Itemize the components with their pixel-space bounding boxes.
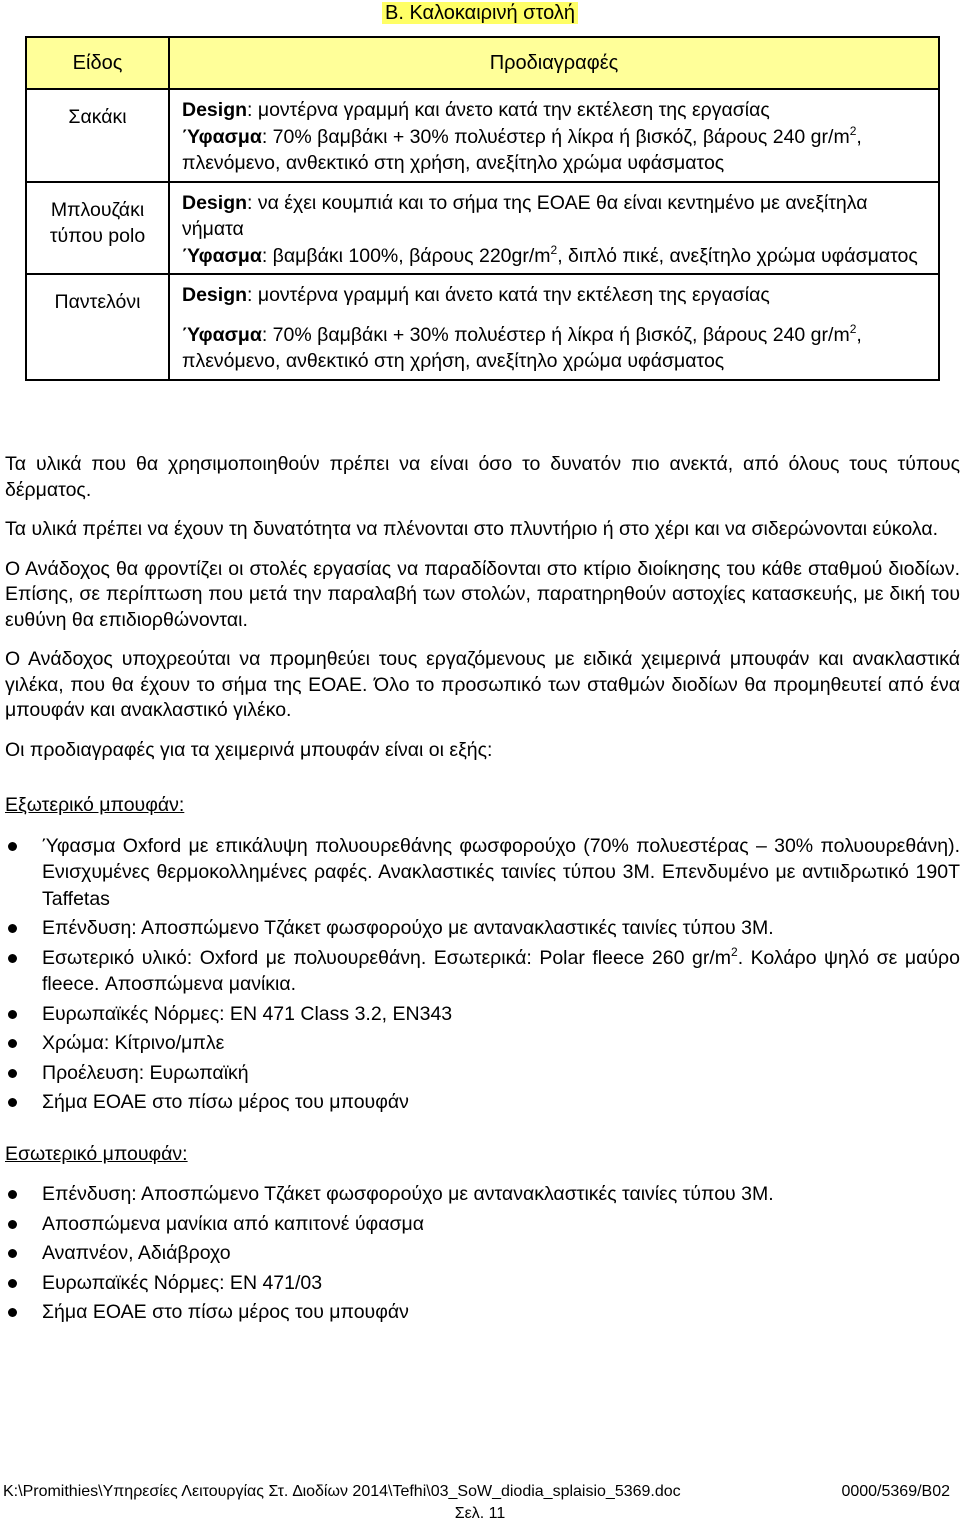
item-name: Παντελόνι	[26, 274, 169, 380]
outer-jacket-heading: Εξωτερικό μπουφάν:	[5, 794, 185, 816]
list-item: Σήμα ΕΟΑΕ στο πίσω μέρος του μπουφάν	[5, 1299, 960, 1326]
column-header-item: Είδος	[26, 37, 169, 89]
inner-jacket-list	[5, 1181, 960, 1326]
fabric-spec: Ύφασμα: βαμβάκι 100%, βάρους $220gr/m^2$, διπλό πικέ, ανεξίτηλο χρώμα υφάσματος	[182, 242, 918, 267]
list-item: Χρώμα: Κίτρινο/μπλε	[5, 1030, 960, 1057]
column-header-specs: Προδιαγραφές	[169, 37, 939, 89]
list-item: Αποσπώμενα μανίκια από καπιτονέ ύφασμα	[5, 1211, 960, 1238]
spec-cell	[169, 89, 939, 182]
paragraph: Οι προδιαγραφές για τα χειμερινά μπουφάν είναι οι εξής:	[5, 738, 493, 761]
table-row	[26, 89, 939, 182]
list-item: Σήμα ΕΟΑΕ στο πίσω μέρος του μπουφάν	[5, 1089, 960, 1116]
design-spec: Design: μοντέρνα γραμμή και άνετο κατά την εκτέλεση της εργασίας	[182, 99, 770, 121]
paragraph: Τα υλικά πρέπει να έχουν τη δυνατότητα να πλένονται στο πλυντήριο ή στο χέρι και να σιδερώνονται εύκολα.	[5, 518, 939, 540]
table-row	[26, 274, 939, 380]
page-number: Σελ. 11	[454, 1505, 506, 1522]
list-item: Επένδυση: Αποσπώμενο Τζάκετ φωσφορούχο με αντανακλαστικές ταινίες τύπου 3M.	[5, 915, 960, 942]
design-spec: Design: μοντέρνα γραμμή και άνετο κατά την εκτέλεση της εργασίας	[182, 284, 770, 306]
uniform-spec-table	[25, 36, 940, 381]
inner-jacket-heading: Εσωτερικό μπουφάν:	[5, 1142, 188, 1165]
list-item: Εσωτερικό υλικό: Oxford με πολυουρεθάνη. Εσωτερικά: Polar fleece 260 $gr/m^2$. Κολάρο ψηλό σε μαύρο fleece. Αποσπώμενα μανίκια.	[5, 945, 960, 998]
body-text	[5, 452, 960, 1352]
list-item: Ευρωπαϊκές Νόρμες: EN 471/03	[5, 1270, 960, 1297]
file-path: K:\Promithies\Υπηρεσίες Λειτουργίας Στ. ∆ιοδίων 2014\Tefhi\03_SoW_diodia_splaisio_5369.doc	[3, 1483, 681, 1500]
paragraph: Τα υλικά που θα χρησιμοποιηθούν πρέπει να είναι όσο το δυνατόν πιο ανεκτά, από όλους τους τύπους δέρματος.	[5, 453, 960, 501]
fabric-spec: Ύφασμα: 70% βαμβάκι + 30% πολυέστερ ή λίκρα ή βισκόζ, βάρους 240 $gr/m^2$, πλενόμενο, ανθεκτικό στη χρήση, ανεξίτηλο χρώμα υφάσματος	[182, 123, 862, 174]
document-code: 0000/5369/B02	[841, 1483, 950, 1500]
section-title-text: Β. Καλοκαιρινή στολή	[382, 2, 578, 24]
spec-cell	[169, 274, 939, 380]
page-footer	[0, 1483, 960, 1522]
item-name: Μπλουζάκι τύπου polo	[26, 182, 169, 275]
list-item: Επένδυση: Αποσπώμενο Τζάκετ φωσφορούχο με αντανακλαστικές ταινίες τύπου 3M.	[5, 1181, 960, 1208]
fabric-spec: Ύφασμα: 70% βαμβάκι + 30% πολυέστερ ή λίκρα ή βισκόζ, βάρους 240 $gr/m^2$, πλενόμενο, ανθεκτικό στη χρήση, ανεξίτηλο χρώμα υφάσματος	[182, 321, 862, 372]
table-row	[26, 182, 939, 275]
list-item: Ευρωπαϊκές Νόρμες: EN 471 Class 3.2, EN343	[5, 1001, 960, 1028]
list-item: Ύφασμα Oxford με επικάλυψη πολυουρεθάνης φωσφορούχο (70% πολυεστέρας – 30% πολυουρεθάνη). Ενισχυμένες θερμοκολλημένες ραφές. Ανακλαστικές ταινίες τύπου 3M. Επενδυμένο με αντιιδρωτικό 190T Taffetas	[5, 833, 960, 913]
list-item: Αναπνέον, Αδιάβροχο	[5, 1240, 960, 1267]
spec-cell	[169, 182, 939, 275]
section-title	[0, 0, 960, 26]
item-name: Σακάκι	[26, 89, 169, 182]
paragraph: Ο Ανάδοχος θα φροντίζει οι στολές εργασίας να παραδίδονται στο κτίριο διοίκησης του κάθε σταθμού διοδίων. Επίσης, σε περίπτωση που μετά την παραλαβή των στολών, παρατηρηθούν αστοχίες κατασκευής, με δική του ευθύνη θα επιδιορθώνονται.	[5, 557, 960, 631]
paragraph: Ο Ανάδοχος υποχρεούται να προμηθεύει τους εργαζόμενους με ειδικά χειμερινά μπουφάν και ανακλαστικά γιλέκα, που θα έχουν το σήμα της ΕΟΑΕ. Όλο το προσωπικό των σταθμών διοδίων θα προμηθευτεί από ένα μπουφάν και ανακλαστικό γιλέκο.	[5, 648, 960, 721]
list-item: Προέλευση: Ευρωπαϊκή	[5, 1060, 960, 1087]
design-spec: Design: να έχει κουμπιά και το σήμα της ΕΟΑΕ θα είναι κεντημένο με ανεξίτηλα νήματα	[182, 191, 868, 240]
table-header-row	[26, 37, 939, 89]
outer-jacket-list	[5, 833, 960, 1116]
